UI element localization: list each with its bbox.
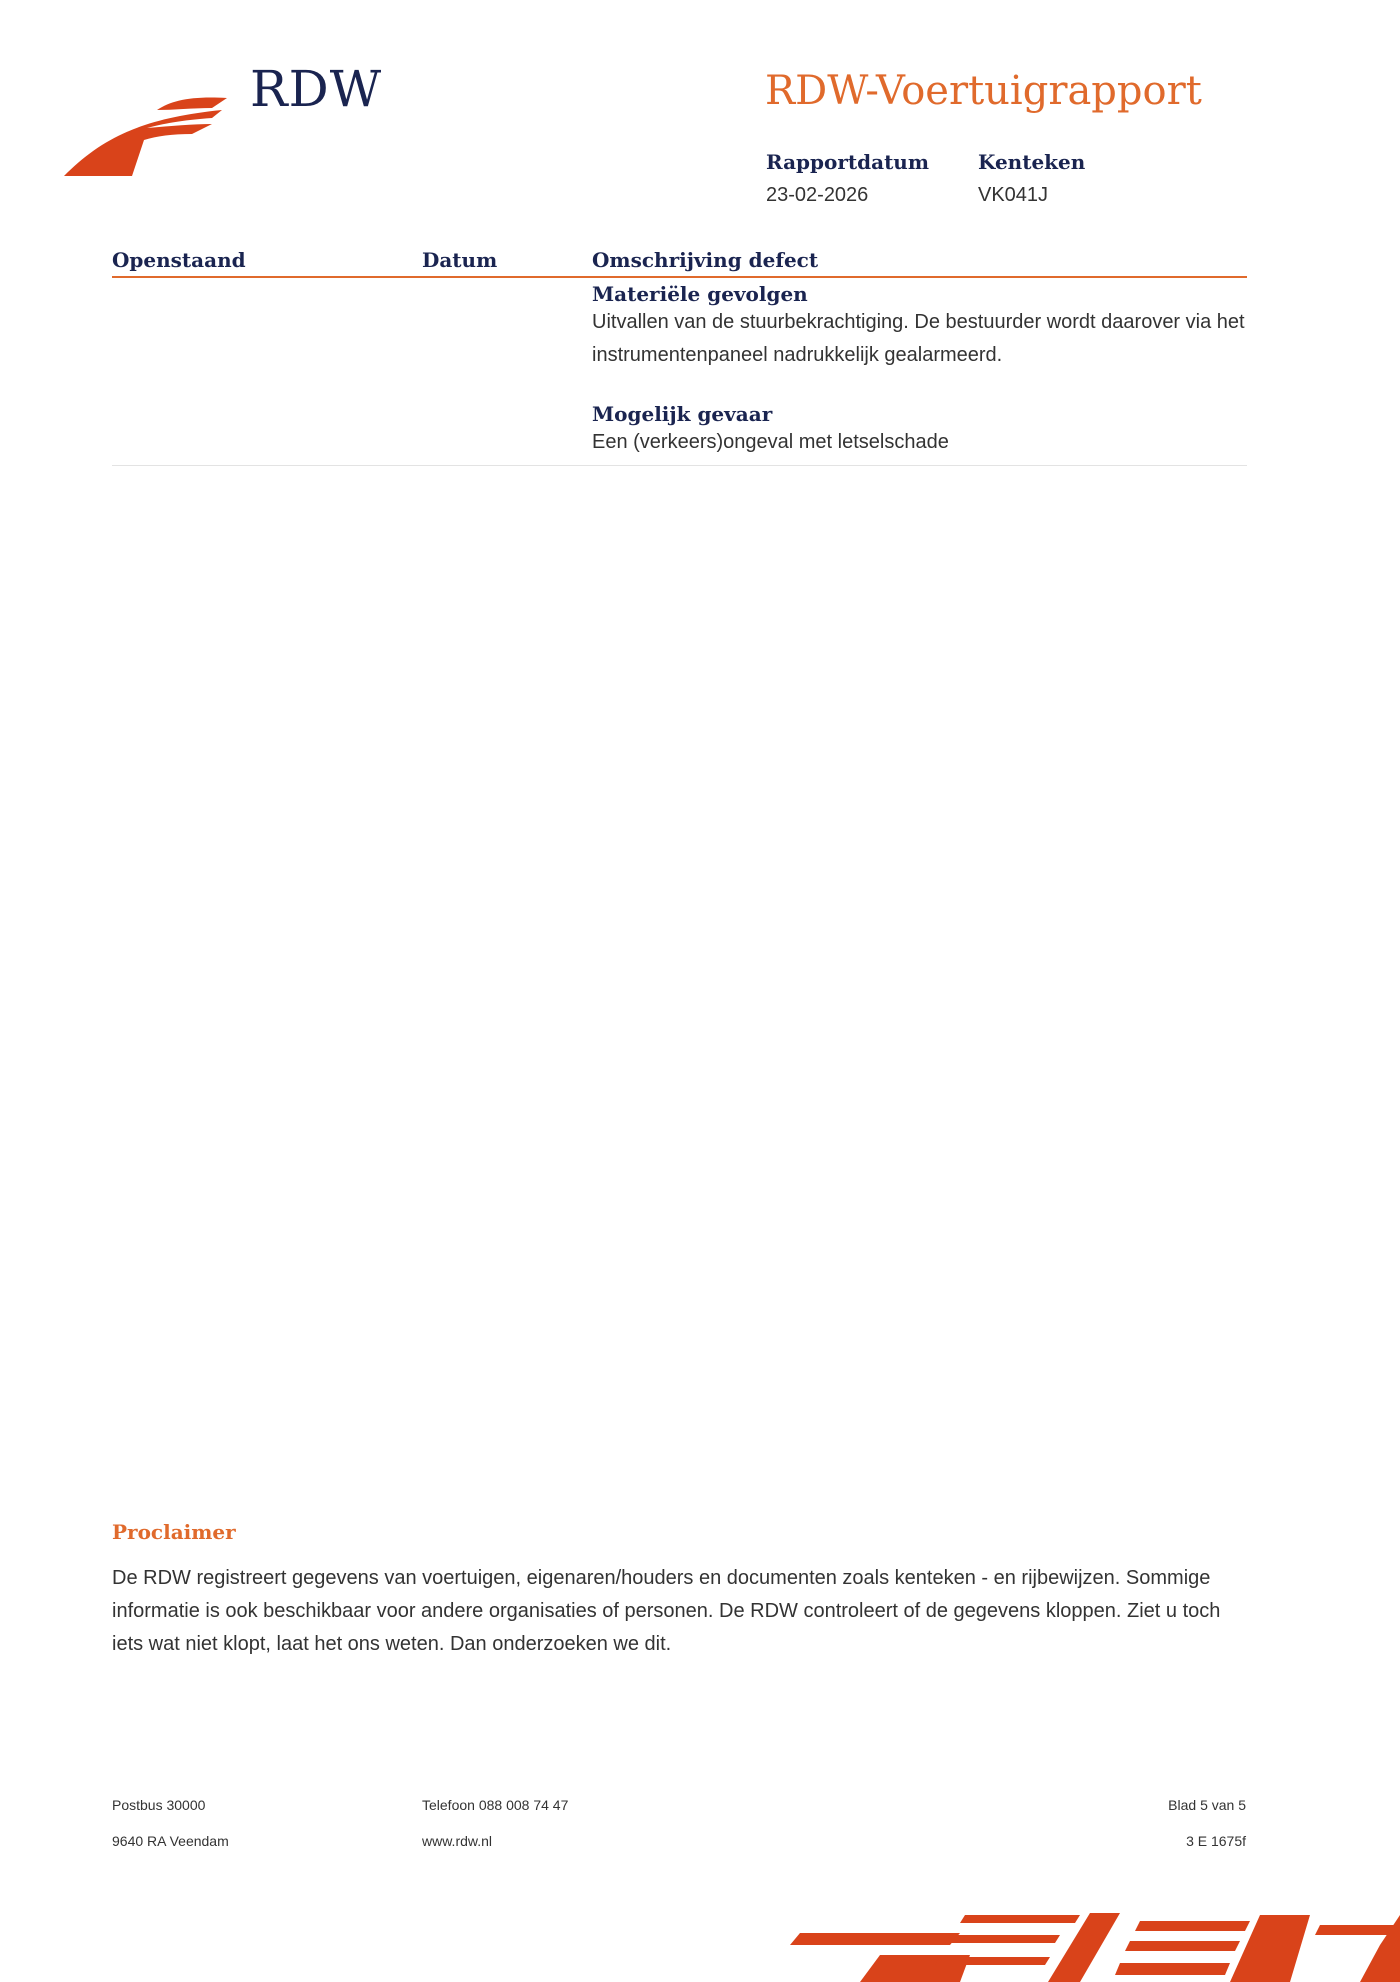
proclaimer-title: Proclaimer xyxy=(112,1520,236,1544)
rdw-wing-icon xyxy=(62,88,232,178)
col-header-openstaand: Openstaand xyxy=(112,248,246,272)
table-row xyxy=(112,282,1247,466)
proclaimer-section xyxy=(112,1520,1247,1661)
defects-table xyxy=(112,248,1247,466)
report-date-label: Rapportdatum xyxy=(766,150,930,174)
logo-text: RDW xyxy=(250,60,383,118)
footer-postbus: Postbus 30000 xyxy=(112,1797,206,1813)
col-header-omschrijving: Omschrijving defect xyxy=(592,248,819,272)
consequences-label: Materiële gevolgen xyxy=(592,282,808,306)
footer-website[interactable]: www.rdw.nl xyxy=(422,1833,493,1849)
col-header-datum: Datum xyxy=(422,248,498,272)
danger-label: Mogelijk gevaar xyxy=(592,402,773,426)
footer-code: 3 E 1675f xyxy=(1186,1833,1246,1849)
report-date-value: 23-02-2026 xyxy=(766,184,869,206)
table-header xyxy=(112,248,1247,278)
footer-phone: Telefoon 088 008 74 47 xyxy=(422,1797,569,1813)
danger-text: Een (verkeers)ongeval met letselschade xyxy=(592,431,949,453)
rdw-logo xyxy=(62,60,392,180)
report-date-block xyxy=(766,150,929,207)
plate-block xyxy=(978,150,1085,207)
plate-value: VK041J xyxy=(978,184,1049,206)
footer-city: 9640 RA Veendam xyxy=(112,1833,229,1849)
consequences-text: Uitvallen van de stuurbekrachtiging. De bestuurder wordt daarover via het instrumentenpaneel nadrukkelijk gealarmeerd. xyxy=(592,311,1245,366)
footer-page-number: Blad 5 van 5 xyxy=(1168,1797,1246,1813)
plate-label: Kenteken xyxy=(978,150,1086,174)
proclaimer-text: De RDW registreert gegevens van voertuigen, eigenaren/houders en documenten zoals kenteken - en rijbewijzen. Sommige informatie is ook beschikbaar voor andere organisaties of personen. De RDW controleert of de gegevens kloppen. Ziet u toch iets wat niet klopt, laat het ons weten. Dan onderzoeken we dit. xyxy=(112,1567,1221,1655)
report-title: RDW-Voertuigrapport xyxy=(765,68,1202,114)
footer-stripes-graphic xyxy=(790,1905,1400,1982)
